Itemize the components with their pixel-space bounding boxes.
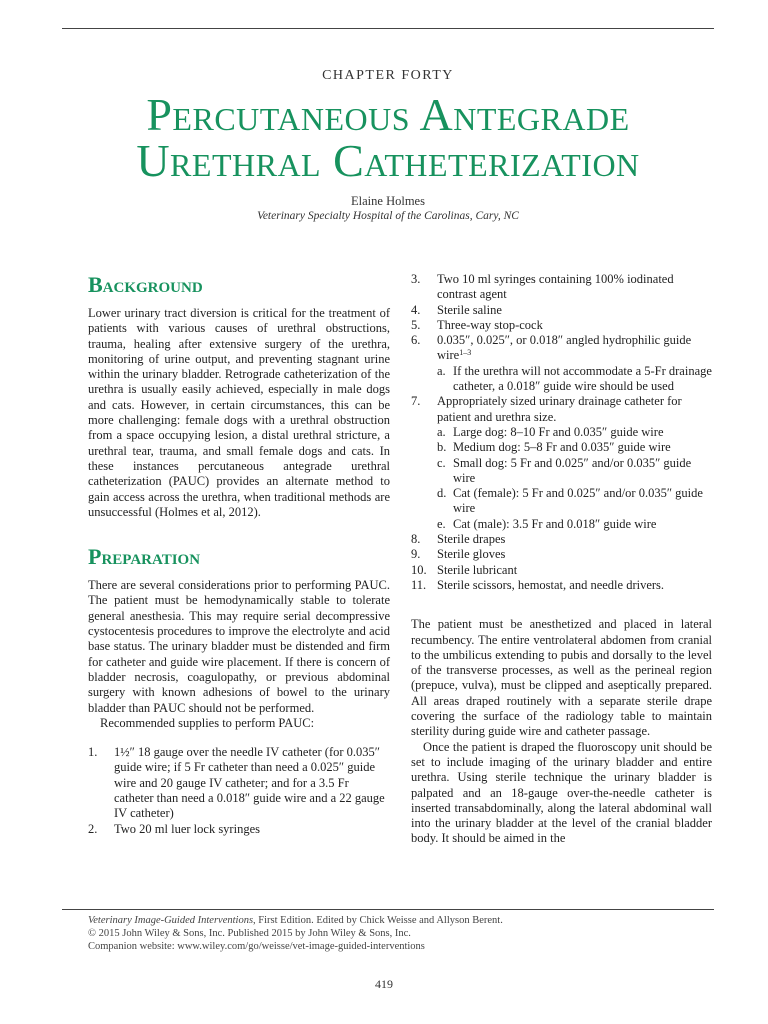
supplies-list-part-1	[88, 745, 390, 837]
sub-text: If the urethra will not accommodate a 5-Fr drainage catheter, a 0.018″ guide wire should be used	[453, 363, 712, 394]
sub-list-item	[437, 425, 712, 440]
list-text	[437, 333, 712, 364]
sub-list-item	[437, 517, 712, 532]
sub-list-item	[437, 364, 712, 395]
list-item	[88, 822, 390, 837]
chapter-title	[62, 89, 714, 186]
list-text: Sterile gloves	[437, 547, 506, 562]
list-item	[411, 563, 712, 578]
spacer	[88, 520, 390, 544]
copyright-footer	[88, 914, 503, 953]
guide-wire-text: 0.035″, 0.025″, or 0.018″ angled hydrophilic guide wire	[437, 333, 692, 363]
list-text: Sterile lubricant	[437, 562, 518, 577]
sub-letter: d.	[437, 486, 447, 501]
list-text: 1½″ 18 gauge over the needle IV catheter (for 0.035″ guide wire; if 5 Fr catheter than need a 0.025″ guide wire and 20 gauge IV catheter; and for a 3.5 Fr catheter than need a 0.018″ guide wire and a 22 gauge IV catheter)	[114, 745, 385, 821]
background-paragraph: Lower urinary tract diversion is critical for the treatment of patients with various causes of urethral obstructions, trauma, healing after extensive surgery of the urethra, monitoring of urine output, and preventing stagnant urine within the urinary bladder. Retrograde catheterization of the urethra is usually easily achieved, especially in male dogs and cats. However, in certain circumstances, this can be more challenging: female dogs with a urethral obstruction from a space occupying lesion, a distal urethral stricture, a urethral tear, trauma, and small female dogs and cats. In these instances percutaneous antegrade urethral catheterization (PAUC) provides an alternate method to gain access across the urethra, when traditional methods are unsuccessful (Holmes et al, 2012).	[88, 306, 390, 519]
section-heading-preparation: Preparation	[88, 544, 201, 570]
list-number: 4.	[411, 302, 421, 317]
chapter-title-line-2: Urethral Catheterization	[136, 135, 640, 186]
list-item	[411, 318, 712, 333]
anesthesia-paragraph: The patient must be anesthetized and placed in lateral recumbency. The entire ventrolateral abdomen from cranial to the umbilicus extending to pubis and dorsally to the level of the transverse processes, as well as the perineal region (prepuce, vulva), must be clipped and aseptically prepared. All areas draped routinely with a separate sterile drape covering the surface of the radiology table to maintain sterility during guide wire and catheter passage.	[411, 617, 712, 739]
spacer	[88, 731, 390, 745]
fluoroscopy-paragraph: Once the patient is draped the fluoroscopy unit should be set to include imaging of the urinary bladder and entire urethra. Using sterile technique the urinary bladder is palpated and an 18-gauge over-the-needle catheter is inserted transabdominally, along the lateral abdominal wall into the urinary bladder at the level of the cranial bladder body. It should be aimed in the	[411, 739, 712, 846]
footer-edition: , First Edition. Edited by Chick Weisse and Allyson Berent.	[253, 915, 503, 926]
top-rule	[62, 28, 714, 29]
list-item	[88, 745, 390, 821]
list-number: 2.	[88, 821, 98, 836]
section-heading-background: Background	[88, 272, 203, 297]
author-name: Elaine Holmes	[351, 194, 425, 208]
list-number: 9.	[411, 547, 421, 562]
footer-website: Companion website: www.wiley.com/go/weisse/vet-image-guided-interventions	[88, 941, 425, 952]
sub-letter: a.	[437, 363, 446, 378]
list-number: 3.	[411, 272, 421, 286]
book-title: Veterinary Image-Guided Interventions	[88, 915, 254, 926]
supplies-list-part-2	[411, 272, 712, 593]
list-item	[411, 333, 712, 364]
footer-copyright: © 2015 John Wiley & Sons, Inc. Published 2015 by John Wiley & Sons, Inc.	[88, 928, 411, 939]
preparation-paragraph: There are several considerations prior to performing PAUC. The patient must be hemodynamically stable to tolerate general anesthesia. This may require serial decompressive cystocentesis procedures to improve the electrolyte and acid base status. The urinary bladder must be distended and firm for catheter and guide wire placement. If there is concern of bladder necrosis, coagulopathy, or previous abdominal surgery with known adhesions of bowel to the urinary bladder than PAUC should not be performed.	[88, 578, 390, 715]
list-item	[411, 532, 712, 547]
spacer	[411, 593, 712, 617]
sub-letter: b.	[437, 440, 447, 455]
list-text: Sterile scissors, hemostat, and needle drivers.	[437, 577, 665, 592]
list-item	[411, 547, 712, 562]
list-number: 6.	[411, 333, 421, 348]
chapter-title-line-1: Percutaneous Antegrade	[146, 89, 630, 140]
list-item	[411, 394, 712, 425]
left-column	[88, 272, 390, 837]
supplies-intro: Recommended supplies to perform PAUC:	[100, 715, 315, 730]
list-item	[411, 578, 712, 593]
sub-letter: a.	[437, 424, 446, 439]
list-text: Three-way stop-cock	[437, 317, 543, 332]
chapter-header	[62, 68, 714, 222]
author-affiliation: Veterinary Specialty Hospital of the Carolinas, Cary, NC	[257, 210, 519, 222]
sub-letter: e.	[437, 516, 446, 531]
list-item	[411, 303, 712, 318]
list-number: 1.	[88, 745, 98, 760]
sub-text: Large dog: 8–10 Fr and 0.035″ guide wire	[453, 424, 664, 439]
sub-list-item	[437, 456, 712, 487]
citation-superscript: 1–3	[459, 348, 472, 358]
list-text: Sterile saline	[437, 302, 502, 317]
list-item	[411, 272, 712, 303]
sub-list-item	[437, 440, 712, 455]
sub-list-item	[437, 486, 712, 517]
list-text: Two 10 ml syringes containing 100% iodinated contrast agent	[437, 272, 674, 302]
list-number: 10.	[411, 562, 427, 577]
footer-citation	[88, 914, 503, 927]
sub-letter: c.	[437, 455, 446, 470]
sub-text: Cat (female): 5 Fr and 0.025″ and/or 0.035″ guide wire	[453, 486, 703, 516]
page-number: 419	[375, 977, 393, 991]
sub-text: Small dog: 5 Fr and 0.025″ and/or 0.035″ guide wire	[453, 455, 692, 485]
sub-text: Medium dog: 5–8 Fr and 0.035″ guide wire	[453, 440, 671, 455]
list-text: Appropriately sized urinary drainage catheter for patient and urethra size.	[437, 394, 682, 424]
chapter-label: CHAPTER FORTY	[322, 68, 454, 83]
list-text: Sterile drapes	[437, 532, 506, 547]
list-number: 7.	[411, 394, 421, 409]
list-number: 11.	[411, 577, 427, 592]
list-number: 8.	[411, 532, 421, 547]
sub-text: Cat (male): 3.5 Fr and 0.018″ guide wire	[453, 516, 657, 531]
right-column	[411, 272, 712, 847]
footer-rule	[62, 909, 714, 910]
list-number: 5.	[411, 317, 421, 332]
list-text: Two 20 ml luer lock syringes	[114, 821, 260, 836]
